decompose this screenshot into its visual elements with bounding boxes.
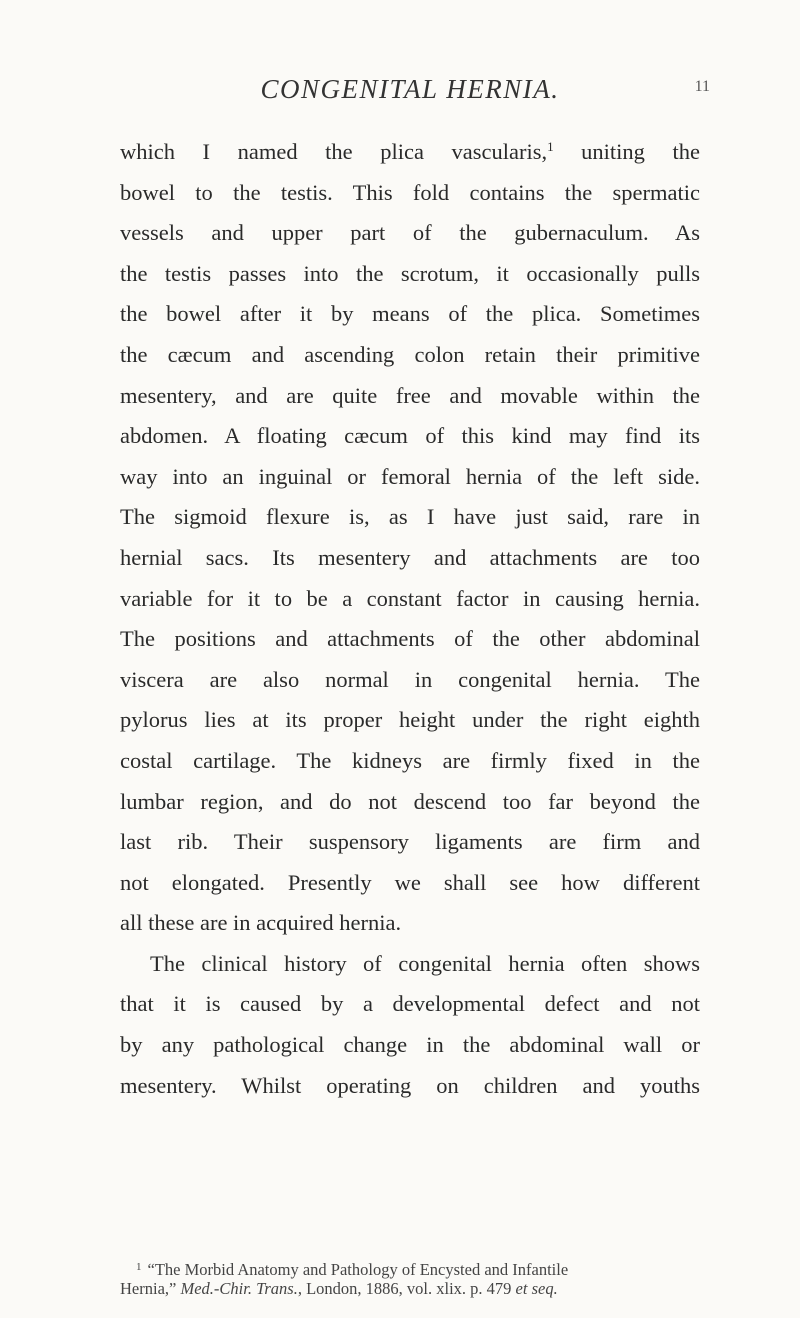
text-line: mesentery. Whilst operating on children and youths (120, 1072, 700, 1098)
text-line: vessels and upper part of the gubernaculum. As (120, 220, 700, 246)
text-line: bowel to the testis. This fold contains the spermatic (120, 179, 700, 205)
text-line: costal cartilage. The kidneys are firmly fixed in the (120, 747, 700, 773)
text-line-1 (120, 132, 700, 173)
footnote-journal: Med.-Chir. Trans. (180, 1279, 298, 1298)
text-line: by any pathological change in the abdominal wall or (120, 1032, 700, 1058)
page-header (120, 74, 710, 108)
text-line: that it is caused by a developmental defect and not (120, 991, 700, 1017)
text-line: last rib. Their suspensory ligaments are firm and (120, 829, 700, 855)
text-line: way into an inguinal or femoral hernia of the left side. (120, 463, 700, 489)
text-line: The sigmoid flexure is, as I have just said, rare in (120, 504, 700, 530)
text-line: the cæcum and ascending colon retain their primitive (120, 341, 700, 367)
text-line: the bowel after it by means of the plica. Sometimes (120, 301, 700, 327)
text-line: hernial sacs. Its mesentery and attachments are too (120, 544, 700, 570)
text-line: pylorus lies at its proper height under the right eighth (120, 707, 700, 733)
text-line: mesentery, and are quite free and movable within the (120, 382, 700, 408)
running-title: CONGENITAL HERNIA. (260, 74, 560, 104)
footnote (120, 1256, 700, 1300)
page-number: 11 (694, 78, 710, 95)
text-line: variable for it to be a constant factor in causing hernia. (120, 585, 700, 611)
text-line: viscera are also normal in congenital hernia. The (120, 666, 700, 692)
text-line-paragraph-start: The clinical history of congenital hernia often shows (150, 950, 700, 976)
body-text (120, 132, 700, 1106)
footnote-et-seq: et seq. (515, 1279, 558, 1298)
text-line: the testis passes into the scrotum, it occasionally pulls (120, 260, 700, 286)
text-line-paragraph-end: all these are in acquired hernia. (120, 910, 402, 936)
text-line-1-end: uniting the (553, 139, 700, 164)
text-line: The positions and attachments of the other abdominal (120, 626, 700, 652)
text-line: lumbar region, and do not descend too far beyond the (120, 788, 700, 814)
text-line: not elongated. Presently we shall see how different (120, 869, 700, 895)
footnote-marker: 1 (136, 1261, 142, 1273)
footnote-line-1 (120, 1256, 700, 1278)
footnote-text-2a: Hernia,” (120, 1279, 181, 1298)
footnote-text-2b: , London, 1886, vol. xlix. p. 479 (297, 1279, 516, 1298)
text-line-1-start: which I named the plica vascularis, (120, 139, 548, 164)
footnote-reference: 1 (547, 139, 554, 154)
text-line: abdomen. A floating cæcum of this kind may find its (120, 423, 700, 449)
footnote-text-1: “The Morbid Anatomy and Pathology of Encysted and Infantile (147, 1260, 569, 1279)
footnote-line-2 (120, 1278, 700, 1300)
